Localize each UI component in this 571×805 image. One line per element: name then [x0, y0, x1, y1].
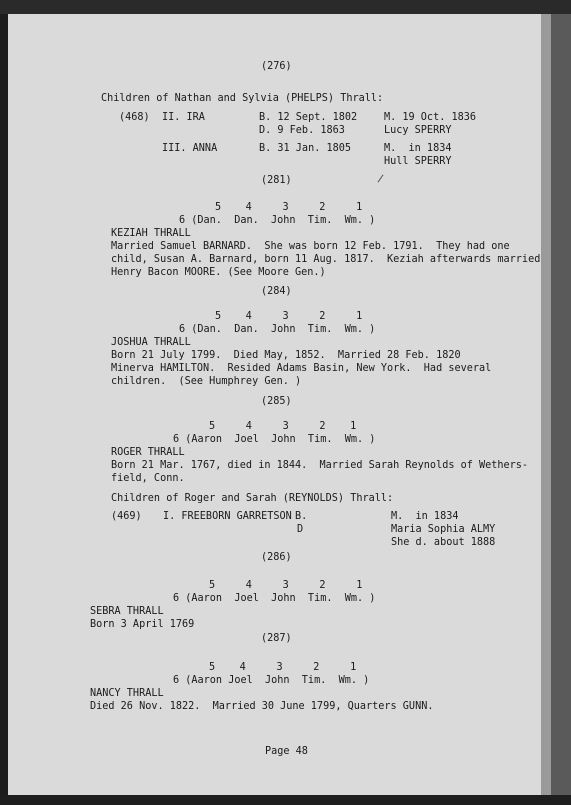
child-spouse: Lucy SPERRY — [384, 125, 452, 136]
generation-names: 6 (Aaron Joel John Tim. Wm. ) — [173, 675, 370, 686]
child-note: She d. about 1888 — [391, 537, 496, 548]
generation-numbers: 5 4 3 2 1 — [215, 311, 363, 322]
child-died: D — [297, 524, 304, 535]
body-line: Minerva HAMILTON. Resided Adams Basin, New York. Had several — [111, 363, 492, 374]
child-married: M. in 1834 — [384, 143, 452, 154]
child-married: M. 19 Oct. 1836 — [384, 112, 477, 123]
section-heading: (287) — [261, 633, 292, 644]
stray-mark — [378, 175, 384, 183]
body-line: Died 26 Nov. 1822. Married 30 June 1799, Quarters GUNN. — [90, 701, 434, 712]
child-ref: (469) — [111, 511, 142, 522]
generation-names: 6 (Aaron Joel John Tim. Wm. ) — [173, 593, 376, 604]
person-name: NANCY THRALL — [90, 688, 164, 699]
generation-numbers: 5 4 3 2 1 — [209, 421, 357, 432]
child-name: II. IRA — [162, 112, 205, 123]
roger-children-header: Children of Roger and Sarah (REYNOLDS) Thrall: — [111, 493, 394, 504]
section-heading: (281) — [261, 175, 292, 186]
child-born: B. 31 Jan. 1805 — [259, 143, 352, 154]
person-name: ROGER THRALL — [111, 447, 185, 458]
generation-numbers: 5 4 3 2 1 — [209, 662, 357, 673]
document-page — [8, 14, 541, 795]
section-heading: (286) — [261, 552, 292, 563]
page-header: (276) — [261, 61, 292, 72]
generation-names: 6 (Aaron Joel John Tim. Wm. ) — [173, 434, 376, 445]
body-line: child, Susan A. Barnard, born 11 Aug. 1817. Keziah afterwards married — [111, 254, 541, 265]
generation-names: 6 (Dan. Dan. John Tim. Wm. ) — [179, 324, 376, 335]
body-line: field, Conn. — [111, 473, 185, 484]
child-spouse: Maria Sophia ALMY — [391, 524, 496, 535]
person-name: JOSHUA THRALL — [111, 337, 191, 348]
person-name: SEBRA THRALL — [90, 606, 164, 617]
person-name: KEZIAH THRALL — [111, 228, 191, 239]
generation-numbers: 5 4 3 2 1 — [215, 202, 363, 213]
body-line: Born 3 April 1769 — [90, 619, 195, 630]
child-ref: (468) — [119, 112, 150, 123]
generation-numbers: 5 4 3 2 1 — [209, 580, 363, 591]
page-footer: Page 48 — [265, 746, 308, 757]
section-heading: (285) — [261, 396, 292, 407]
child-married: M. in 1834 — [391, 511, 459, 522]
scan-top-border — [0, 0, 571, 14]
body-line: Henry Bacon MOORE. (See Moore Gen.) — [111, 267, 326, 278]
child-name: I. FREEBORN GARRETSON — [163, 511, 292, 522]
generation-names: 6 (Dan. Dan. John Tim. Wm. ) — [179, 215, 376, 226]
body-line: children. (See Humphrey Gen. ) — [111, 376, 302, 387]
body-line: Born 21 Mar. 1767, died in 1844. Married Sarah Reynolds of Wethers- — [111, 460, 529, 471]
child-name: III. ANNA — [162, 143, 218, 154]
body-line: Married Samuel BARNARD. She was born 12 Feb. 1791. They had one — [111, 241, 510, 252]
children-nathan-header: Children of Nathan and Sylvia (PHELPS) Thrall: — [101, 93, 384, 104]
section-heading: (284) — [261, 286, 292, 297]
scan-bottom-border — [0, 795, 571, 805]
child-born: B. 12 Sept. 1802 — [259, 112, 358, 123]
child-died: D. 9 Feb. 1863 — [259, 125, 345, 136]
scan-right-shadow — [551, 14, 571, 795]
child-spouse: Hull SPERRY — [384, 156, 452, 167]
body-line: Born 21 July 1799. Died May, 1852. Married 28 Feb. 1820 — [111, 350, 461, 361]
child-born: B. — [295, 511, 308, 522]
